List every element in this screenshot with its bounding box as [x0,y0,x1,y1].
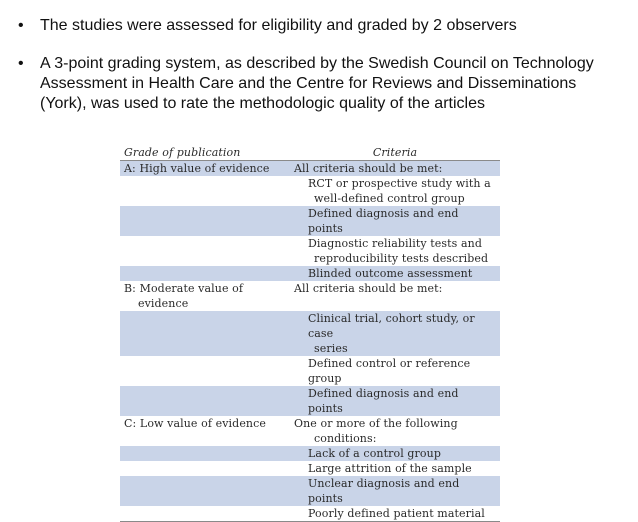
criteria-cell: Blinded outcome assessment [290,266,500,281]
grade-cell [120,356,290,386]
table-row [120,356,500,386]
criteria-cell: Defined control or reference group [308,357,471,385]
grade-cell: B: Moderate value of [124,282,244,295]
header-grade: Grade of publication [120,145,290,161]
grade-cell [120,206,290,236]
table-row [120,446,500,461]
table-row [120,431,500,446]
table-row [120,341,500,356]
grade-cell [120,386,290,416]
criteria-cell [290,296,500,311]
bullet-item-grading-system [18,54,618,114]
criteria-cell: All criteria should be met: [290,161,500,177]
criteria-cell: well-defined control group [314,192,465,205]
criteria-cell: series [290,341,500,356]
grading-table [120,145,500,522]
bullet-item-eligibility [18,16,618,36]
grade-cell [120,311,290,341]
table-row [120,476,500,506]
table-row [120,506,500,522]
grade-cell [120,431,290,446]
criteria-cell: One or more of the following [294,417,458,430]
criteria-cell: Large attrition of the sample [308,462,472,475]
bullet-dot-icon: • [18,17,24,34]
bullet-text [40,16,618,36]
table-row [120,296,500,311]
criteria-cell: Clinical trial, cohort study, or case [290,311,500,341]
table-row [120,191,500,206]
criteria-cell: Defined diagnosis and end points [290,386,500,416]
criteria-cell: All criteria should be met: [294,282,443,295]
grade-cell [120,191,290,206]
grade-cell: A: High value of evidence [120,161,290,177]
table-row [120,161,500,177]
grade-cell [120,251,290,266]
bullet-line: Assessment in Health Care and the Centre for Reviews and Disseminations [40,75,577,92]
grade-cell [120,461,290,476]
table-header-row [120,145,500,161]
table-row [120,236,500,251]
table-row [120,311,500,341]
table-row [120,386,500,416]
grade-cell: C: Low value of evidence [124,417,266,430]
table-row [120,266,500,281]
grade-cell [120,266,290,281]
criteria-cell: Diagnostic reliability tests and [308,237,482,250]
criteria-cell: Unclear diagnosis and end points [290,476,500,506]
bullet-list [18,16,618,132]
grade-cell: evidence [138,297,189,310]
bullet-line: The studies were assessed for eligibility and graded by 2 observers [40,17,517,34]
table-row [120,251,500,266]
bullet-line: A 3-point grading system, as described by the Swedish Council on Technology [40,55,594,72]
table-row [120,416,500,431]
criteria-cell: Defined diagnosis and end points [290,206,500,236]
grade-cell [120,476,290,506]
criteria-cell: conditions: [314,432,377,445]
grade-cell [120,236,290,251]
table-row [120,176,500,191]
criteria-cell: Poorly defined patient material [308,507,485,520]
table-row [120,281,500,296]
grade-cell [120,506,290,522]
grade-cell [120,446,290,461]
criteria-cell: reproducibility tests described [314,252,489,265]
criteria-cell: RCT or prospective study with a [308,177,491,190]
grade-cell [120,176,290,191]
grade-cell [120,341,290,356]
table-row [120,206,500,236]
table-row [120,461,500,476]
criteria-cell: Lack of a control group [290,446,500,461]
bullet-dot-icon: • [18,55,24,72]
table-body [120,161,500,522]
bullet-text [40,54,618,114]
header-criteria: Criteria [290,145,500,161]
bullet-line: (York), was used to rate the methodologic quality of the articles [40,95,485,112]
